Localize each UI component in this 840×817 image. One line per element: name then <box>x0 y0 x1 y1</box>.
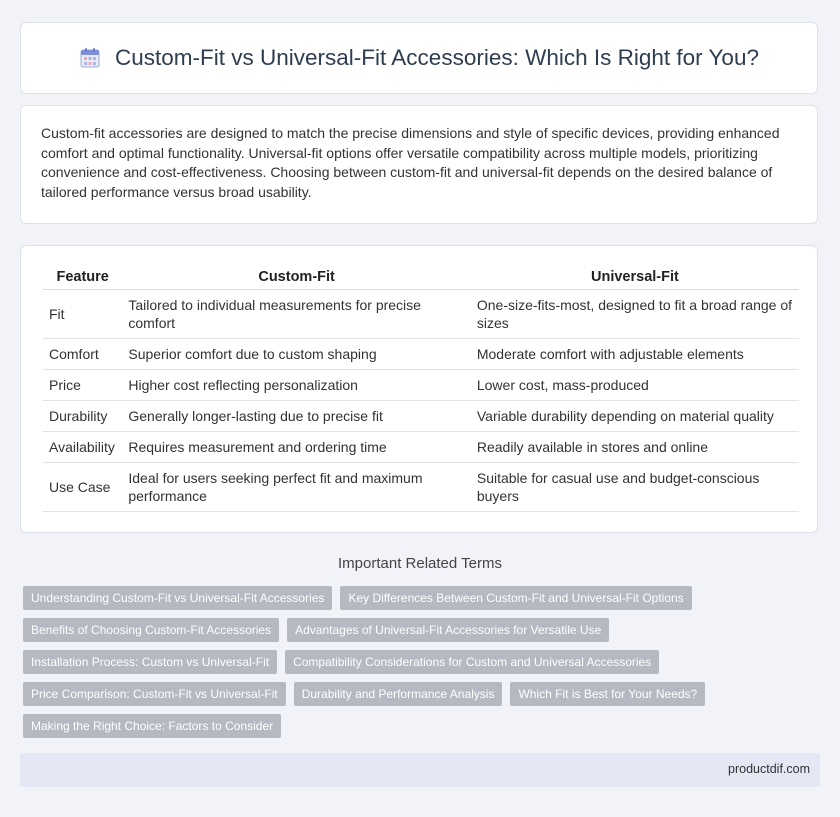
table-header-row <box>43 264 799 290</box>
custom-fit-cell: Requires measurement and ordering time <box>122 432 471 463</box>
feature-cell: Price <box>43 370 122 401</box>
related-term-tag[interactable]: Installation Process: Custom vs Universal-Fit <box>23 650 277 674</box>
intro-text: Custom-fit accessories are designed to match the precise dimensions and style of specific devices, providing enhanced comfort and optimal functionality. Universal-fit options offer versatile compatibility across multiple models, prioritizing convenience and cost-effectiveness. Choosing between custom-fit and universal-fit depends on the desired balance of tailored performance versus broad usability. <box>41 125 780 200</box>
universal-fit-cell: Variable durability depending on material quality <box>471 401 799 432</box>
feature-cell: Durability <box>43 401 122 432</box>
custom-fit-cell: Superior comfort due to custom shaping <box>122 339 471 370</box>
custom-fit-cell: Ideal for users seeking perfect fit and maximum performance <box>122 463 471 512</box>
related-term-tag[interactable]: Durability and Performance Analysis <box>294 682 503 706</box>
related-terms-list <box>23 586 803 746</box>
table-row <box>43 463 799 512</box>
comparison-table <box>43 264 799 512</box>
custom-fit-cell: Tailored to individual measurements for precise comfort <box>122 290 471 339</box>
related-term-tag[interactable]: Making the Right Choice: Factors to Consider <box>23 714 281 738</box>
table-row <box>43 432 799 463</box>
universal-fit-cell: Moderate comfort with adjustable elements <box>471 339 799 370</box>
related-term-tag[interactable]: Compatibility Considerations for Custom and Universal Accessories <box>285 650 659 674</box>
header-universal-fit: Universal-Fit <box>471 264 799 290</box>
related-term-tag[interactable]: Understanding Custom-Fit vs Universal-Fit Accessories <box>23 586 332 610</box>
table-row <box>43 290 799 339</box>
universal-fit-cell: Readily available in stores and online <box>471 432 799 463</box>
related-term-tag[interactable]: Which Fit is Best for Your Needs? <box>510 682 705 706</box>
page-title: Custom-Fit vs Universal-Fit Accessories: Which Is Right for You? <box>115 45 759 70</box>
related-term-tag[interactable]: Price Comparison: Custom-Fit vs Universal-Fit <box>23 682 286 706</box>
comparison-card <box>20 245 818 533</box>
table-row <box>43 370 799 401</box>
feature-cell: Availability <box>43 432 122 463</box>
intro-card <box>20 105 818 224</box>
table-row <box>43 339 799 370</box>
universal-fit-cell: Suitable for casual use and budget-conscious buyers <box>471 463 799 512</box>
table-row <box>43 401 799 432</box>
universal-fit-cell: Lower cost, mass-produced <box>471 370 799 401</box>
custom-fit-cell: Generally longer-lasting due to precise fit <box>122 401 471 432</box>
footer <box>20 753 820 787</box>
related-term-tag[interactable]: Advantages of Universal-Fit Accessories for Versatile Use <box>287 618 609 642</box>
header-custom-fit: Custom-Fit <box>122 264 471 290</box>
header-feature: Feature <box>43 264 122 290</box>
calendar-icon <box>79 47 101 69</box>
universal-fit-cell: One-size-fits-most, designed to fit a broad range of sizes <box>471 290 799 339</box>
footer-site-link[interactable]: productdif.com <box>728 762 810 776</box>
header-card <box>20 22 818 94</box>
feature-cell: Fit <box>43 290 122 339</box>
custom-fit-cell: Higher cost reflecting personalization <box>122 370 471 401</box>
related-term-tag[interactable]: Benefits of Choosing Custom-Fit Accessories <box>23 618 279 642</box>
feature-cell: Comfort <box>43 339 122 370</box>
related-term-tag[interactable]: Key Differences Between Custom-Fit and Universal-Fit Options <box>340 586 691 610</box>
feature-cell: Use Case <box>43 463 122 512</box>
related-terms-heading: Important Related Terms <box>338 555 502 572</box>
